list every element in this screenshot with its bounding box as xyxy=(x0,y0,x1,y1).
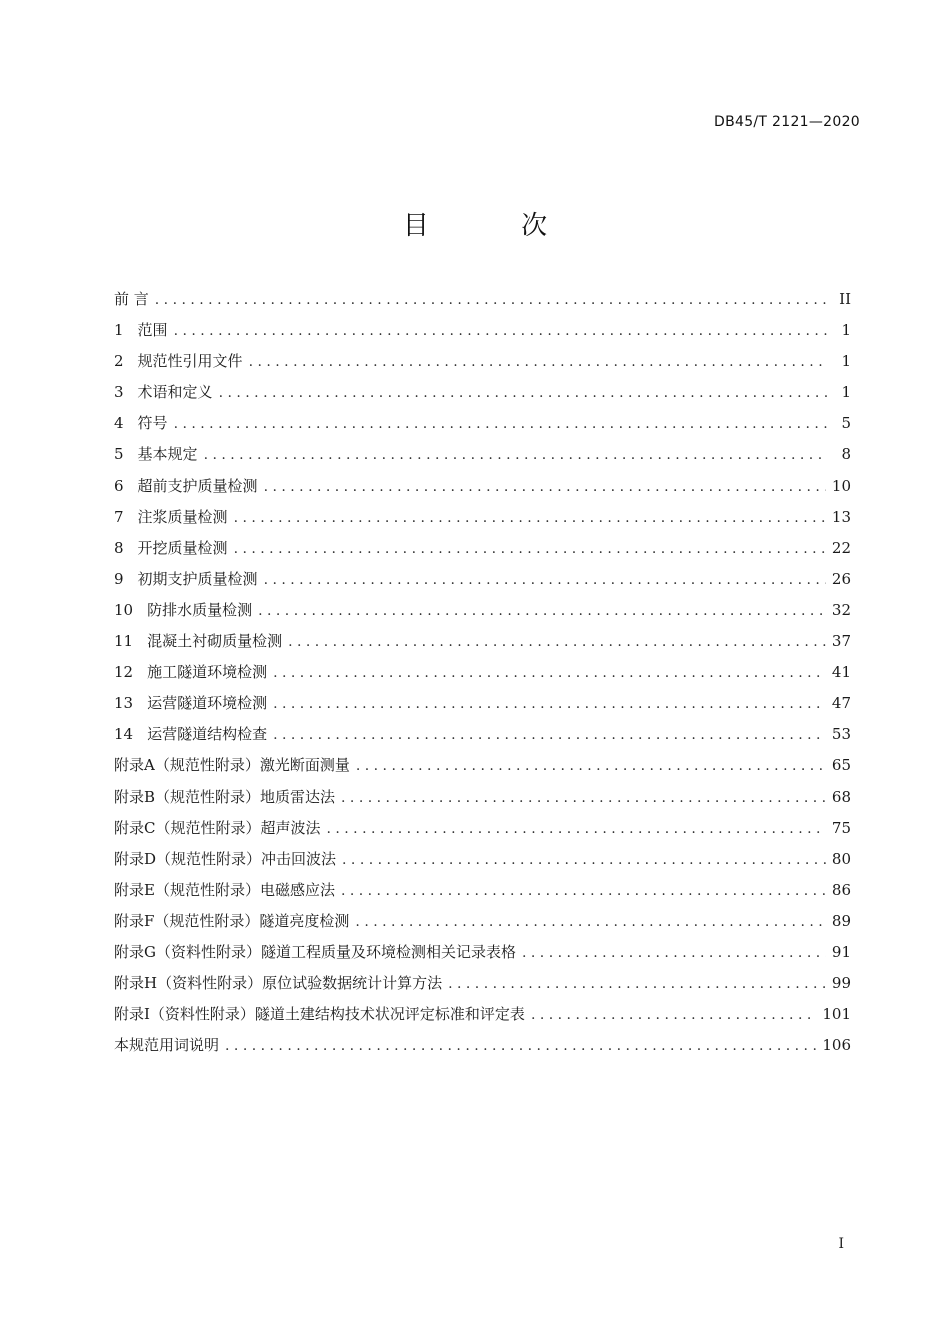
toc-entry[interactable] xyxy=(114,564,851,595)
toc-entry-page: 37 xyxy=(831,632,851,651)
toc-dot-leader xyxy=(249,347,827,378)
toc-entry[interactable] xyxy=(114,595,851,626)
document-code: DB45/T 2121—2020 xyxy=(714,114,860,130)
toc-entry-label: 注浆质量检测 xyxy=(137,507,228,526)
toc-dot-leader xyxy=(522,938,826,969)
toc-entry[interactable] xyxy=(114,408,851,439)
toc-dot-leader xyxy=(273,720,826,751)
toc-entry[interactable] xyxy=(114,844,851,875)
toc-dot-leader xyxy=(264,472,826,503)
toc-entry-label: 附录A（规范性附录）激光断面测量 xyxy=(114,756,350,775)
toc-dot-leader xyxy=(234,503,826,534)
toc-entry-page: II xyxy=(839,290,851,308)
page-title: 目 次 xyxy=(402,211,590,241)
toc-entry-page: 41 xyxy=(831,663,851,682)
toc-dot-leader xyxy=(341,876,826,907)
toc-entry-number: 3 xyxy=(114,383,124,402)
toc-entry-label: 附录D（规范性附录）冲击回波法 xyxy=(114,849,337,868)
toc-entry[interactable] xyxy=(114,626,851,657)
toc-entry-number: 5 xyxy=(114,445,124,464)
toc-entry-label: 附录H（资料性附录）原位试验数据统计计算方法 xyxy=(114,974,443,993)
toc-entry-page: 32 xyxy=(831,600,851,619)
toc-entry-label: 初期支护质量检测 xyxy=(137,569,258,588)
toc-entry-label: 附录E（规范性附录）电磁感应法 xyxy=(114,880,335,899)
toc-entry-number: 12 xyxy=(114,663,134,682)
toc-dot-leader xyxy=(355,907,825,938)
toc-entry-page: 53 xyxy=(831,725,851,744)
toc-dot-leader xyxy=(273,689,826,720)
toc-entry-page: 8 xyxy=(841,445,851,464)
toc-entry-page: 1 xyxy=(841,383,851,402)
toc-entry-page: 26 xyxy=(831,569,851,588)
toc-entry-page: 13 xyxy=(831,507,851,526)
toc-entry-label: 术语和定义 xyxy=(137,383,213,402)
toc-entry-label: 范围 xyxy=(137,321,168,340)
toc-dot-leader xyxy=(356,751,826,782)
toc-dot-leader xyxy=(448,969,826,1000)
toc-entry-label: 超前支护质量检测 xyxy=(137,476,258,495)
toc-dot-leader xyxy=(273,658,826,689)
toc-dot-leader xyxy=(341,783,826,814)
toc-entry-page: 47 xyxy=(831,694,851,713)
toc-entry[interactable] xyxy=(114,937,851,968)
toc-entry[interactable] xyxy=(114,813,851,844)
toc-entry-page: 106 xyxy=(822,1036,851,1055)
toc-entry-number: 10 xyxy=(114,600,134,619)
toc-dot-leader xyxy=(174,316,827,347)
footer-page-number: I xyxy=(838,1236,844,1252)
toc-entry[interactable] xyxy=(114,875,851,906)
toc-entry-label: 附录G（资料性附录）隧道工程质量及环境检测相关记录表格 xyxy=(114,942,516,961)
toc-entry-label: 开挖质量检测 xyxy=(137,538,228,557)
toc-entry[interactable] xyxy=(114,284,851,315)
toc-entry-number: 8 xyxy=(114,538,124,557)
toc-entry-label: 运营隧道环境检测 xyxy=(147,694,268,713)
toc-entry-number: 7 xyxy=(114,507,124,526)
toc-entry-label: 本规范用词说明 xyxy=(114,1036,220,1055)
toc-entry-label: 施工隧道环境检测 xyxy=(147,663,268,682)
toc-entry-page: 22 xyxy=(831,538,851,557)
toc-entry[interactable] xyxy=(114,1030,851,1061)
toc-entry-label: 附录B（规范性附录）地质雷达法 xyxy=(114,787,336,806)
toc-entry-page: 10 xyxy=(831,476,851,495)
toc-entry-label: 运营隧道结构检查 xyxy=(147,725,268,744)
toc-entry-page: 101 xyxy=(822,1005,851,1024)
toc-entry-number: 13 xyxy=(114,694,134,713)
toc-entry[interactable] xyxy=(114,750,851,781)
toc-entry-label: 规范性引用文件 xyxy=(137,352,243,371)
toc-dot-leader xyxy=(219,378,827,409)
toc-entry-page: 68 xyxy=(831,787,851,806)
table-of-contents xyxy=(114,284,851,1061)
toc-entry-page: 5 xyxy=(841,414,851,433)
toc-dot-leader xyxy=(264,565,826,596)
toc-entry-number: 14 xyxy=(114,725,134,744)
toc-entry[interactable] xyxy=(114,502,851,533)
toc-entry[interactable] xyxy=(114,657,851,688)
toc-entry[interactable] xyxy=(114,471,851,502)
toc-entry[interactable] xyxy=(114,782,851,813)
toc-dot-leader xyxy=(531,1000,816,1031)
toc-entry-page: 65 xyxy=(831,756,851,775)
toc-entry-number: 9 xyxy=(114,569,124,588)
toc-entry-label: 附录I（资料性附录）隧道土建结构技术状况评定标准和评定表 xyxy=(114,1005,525,1024)
toc-entry-page: 1 xyxy=(841,321,851,340)
toc-entry-number: 6 xyxy=(114,476,124,495)
toc-entry[interactable] xyxy=(114,688,851,719)
toc-entry-page: 89 xyxy=(831,911,851,930)
toc-entry-label: 附录C（规范性附录）超声波法 xyxy=(114,818,321,837)
toc-dot-leader xyxy=(342,845,826,876)
toc-entry-page: 86 xyxy=(831,880,851,899)
toc-entry-number: 11 xyxy=(114,632,134,651)
toc-entry-label: 防排水质量检测 xyxy=(147,600,253,619)
toc-entry-page: 75 xyxy=(831,818,851,837)
toc-entry-number: 4 xyxy=(114,414,124,433)
toc-dot-leader xyxy=(288,627,826,658)
toc-entry-number: 1 xyxy=(114,321,124,340)
toc-entry[interactable] xyxy=(114,906,851,937)
toc-entry-label: 附录F（规范性附录）隧道亮度检测 xyxy=(114,911,350,930)
toc-dot-leader xyxy=(258,596,826,627)
toc-entry[interactable] xyxy=(114,719,851,750)
toc-entry-label: 前 言 xyxy=(114,290,149,308)
toc-entry[interactable] xyxy=(114,999,851,1030)
toc-entry[interactable] xyxy=(114,533,851,564)
toc-entry-number: 2 xyxy=(114,352,124,371)
toc-dot-leader xyxy=(326,814,825,845)
toc-entry-label: 符号 xyxy=(137,414,168,433)
toc-entry-label: 混凝土衬砌质量检测 xyxy=(147,632,283,651)
toc-entry[interactable] xyxy=(114,439,851,470)
toc-dot-leader xyxy=(155,285,827,316)
toc-dot-leader xyxy=(225,1031,816,1062)
toc-entry-label: 基本规定 xyxy=(137,445,198,464)
toc-entry-page: 99 xyxy=(831,974,851,993)
toc-entry-page: 1 xyxy=(841,352,851,371)
toc-dot-leader xyxy=(204,440,827,471)
toc-dot-leader xyxy=(234,534,826,565)
toc-entry[interactable] xyxy=(114,377,851,408)
toc-entry-page: 91 xyxy=(831,942,851,961)
toc-entry[interactable] xyxy=(114,315,851,346)
toc-entry[interactable] xyxy=(114,968,851,999)
toc-entry-page: 80 xyxy=(831,849,851,868)
toc-dot-leader xyxy=(174,409,827,440)
toc-entry[interactable] xyxy=(114,346,851,377)
